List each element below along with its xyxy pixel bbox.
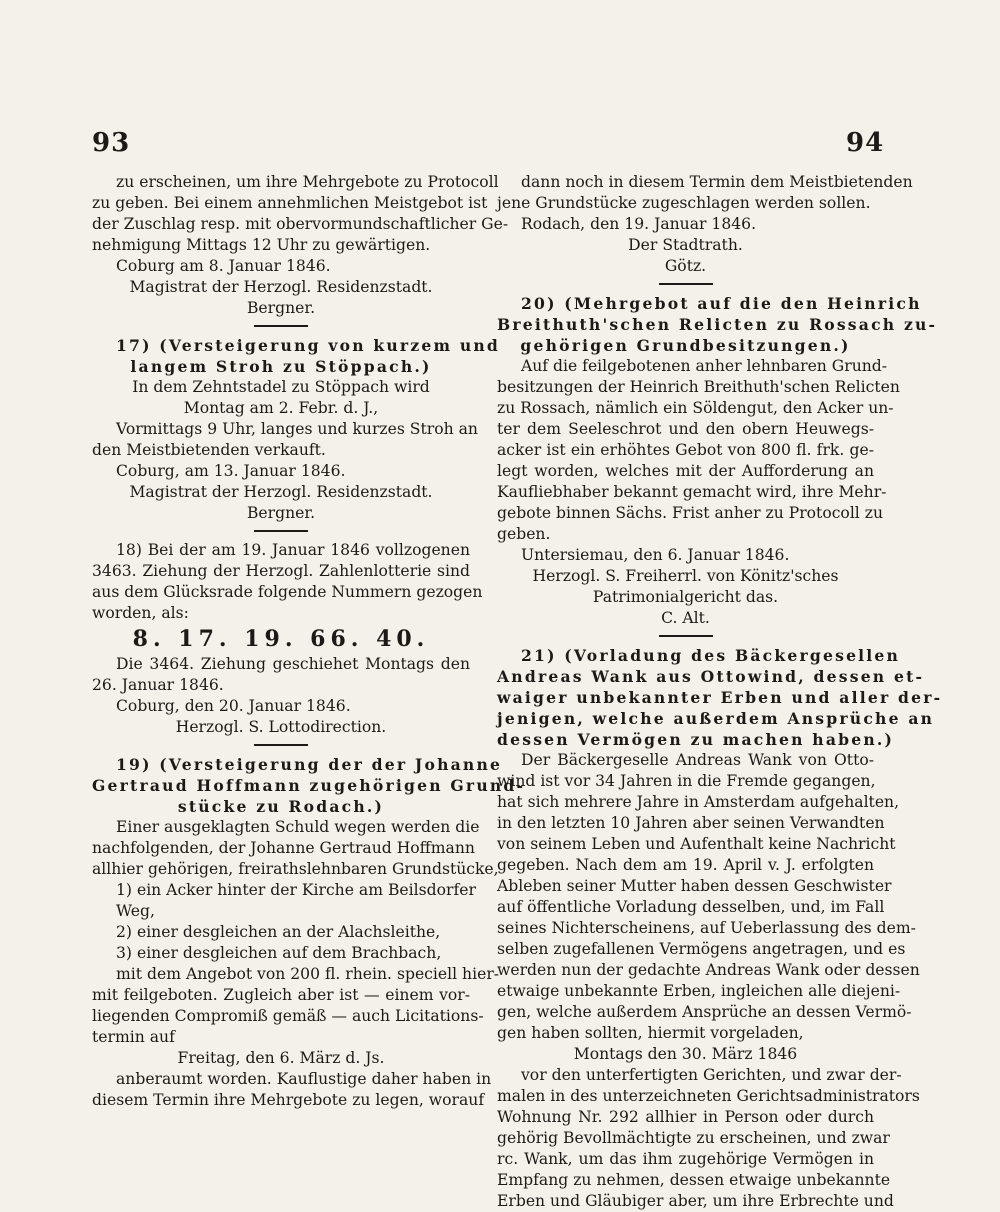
notice-heading: [92, 335, 501, 377]
text-line: Coburg am 8. Januar 1846.: [116, 257, 331, 275]
text-line: von seinem Leben und Aufenthalt keine Nachricht: [497, 835, 896, 853]
text-line: waiger unbekannter Erben und aller der-: [497, 688, 943, 707]
text-line: acker ist ein erhöhtes Gebot von 800 fl. frk. ge-: [497, 441, 874, 459]
page-number-left: 93: [92, 128, 131, 158]
text-line: mit dem Angebot von 200 fl. rhein. speciell hier-: [116, 965, 500, 983]
notice-heading: [497, 645, 943, 750]
text-line: gehörig Bevollmächtigte zu erscheinen, und zwar: [497, 1129, 890, 1147]
text-line: 19) (Versteigerung der der Johanne: [116, 755, 503, 774]
text-line: Herzogl. S. Lottodirection.: [175, 718, 387, 736]
text-line: nehmigung Mittags 12 Uhr zu gewärtigen.: [92, 236, 431, 254]
text-line: wind ist vor 34 Jahren in die Fremde gegangen,: [497, 772, 876, 790]
text-line: 26. Januar 1846.: [92, 676, 224, 694]
text-line: mit feilgeboten. Zugleich aber ist — einem vor-: [92, 986, 470, 1004]
text-line: Bergner.: [246, 299, 316, 317]
text-line: der Zuschlag resp. mit obervormundschaftlicher Ge-: [92, 215, 509, 233]
centered-line: [92, 482, 470, 503]
text-line: zu erscheinen, um ihre Mehrgebote zu Protocoll: [116, 173, 499, 191]
text-line: geben.: [497, 525, 551, 543]
text-line: Patrimonialgericht das.: [592, 588, 779, 606]
centered-line: [92, 298, 470, 319]
text-line: Weg,: [116, 902, 155, 920]
text-line: liegenden Compromiß gemäß — auch Licitations-: [92, 1007, 484, 1025]
text-line: 1) ein Acker hinter der Kirche am Beilsdorfer: [116, 881, 476, 899]
text-line: gegeben. Nach dem am 19. April v. J. erfolgten: [497, 856, 874, 874]
text-line: etwaige unbekannte Erben, ingleichen alle diejeni-: [497, 982, 901, 1000]
text-line: in den letzten 10 Jahren aber seinen Verwandten: [497, 814, 885, 832]
centered-line: [92, 277, 470, 298]
text-line: nachfolgenden, der Johanne Gertraud Hoffmann: [92, 839, 475, 857]
text-line: Gertraud Hoffmann zugehörigen Grund-: [92, 776, 526, 795]
page-number-right: 94: [846, 128, 885, 158]
dateline: [92, 696, 470, 717]
notice-heading: [92, 754, 526, 817]
text-line: anberaumt worden. Kauflustige daher haben in: [116, 1070, 492, 1088]
text-line: Herzogl. S. Freiherrl. von Könitz'sches: [532, 567, 839, 585]
text-line: zu geben. Bei einem annehmlichen Meistgebot ist: [92, 194, 488, 212]
text-line: Götz.: [664, 257, 707, 275]
dateline: [497, 545, 874, 566]
dateline: [92, 461, 470, 482]
text-line: Freitag, den 6. März d. Js.: [177, 1049, 385, 1067]
text-line: Einer ausgeklagten Schuld wegen werden die: [116, 818, 480, 836]
text-line: 21) (Vorladung des Bäckergesellen: [521, 646, 901, 665]
centered-line: [92, 1048, 470, 1069]
paragraph: [497, 750, 920, 1044]
text-line: legt worden, welches mit der Aufforderung an: [497, 462, 874, 480]
text-line: gehörigen Grundbesitzungen.): [520, 336, 851, 355]
text-line: 20) (Mehrgebot auf die den Heinrich: [521, 294, 922, 313]
text-line: dessen Vermögen zu machen haben.): [497, 730, 895, 749]
text-line: gen, welche außerdem Ansprüche an dessen Vermö-: [497, 1003, 912, 1021]
paragraph: [497, 356, 900, 545]
text-line: malen in des unterzeichneten Gerichtsadministrators: [497, 1087, 920, 1105]
dateline: [92, 880, 476, 964]
centered-line: [92, 717, 470, 738]
separator-rule: [659, 283, 713, 285]
text-line: Coburg, am 13. Januar 1846.: [116, 462, 346, 480]
text-line: zu Rossach, nämlich ein Söldengut, den Acker un-: [497, 399, 894, 417]
paragraph: [497, 172, 913, 214]
text-line: Montag am 2. Febr. d. J.,: [183, 399, 379, 417]
text-line: seines Nichterscheinens, auf Ueberlassung des dem-: [497, 919, 916, 937]
text-line: aus dem Glücksrade folgende Nummern gezogen: [92, 583, 483, 601]
dateline: [92, 256, 470, 277]
paragraph: [92, 419, 478, 461]
text-line: 17) (Versteigerung von kurzem und: [116, 336, 501, 355]
paragraph: [92, 172, 509, 256]
text-line: Der Stadtrath.: [628, 236, 743, 254]
separator-rule: [254, 325, 308, 327]
text-line: hat sich mehrere Jahre in Amsterdam aufgehalten,: [497, 793, 900, 811]
text-line: jenigen, welche außerdem Ansprüche an: [497, 709, 935, 728]
paragraph: [497, 1065, 920, 1212]
text-line: 8. 17. 19. 66. 40.: [132, 626, 430, 652]
text-line: Coburg, den 20. Januar 1846.: [116, 697, 351, 715]
text-line: Breithuth'schen Relicten zu Rossach zu-: [497, 315, 938, 334]
left-column: [92, 172, 526, 1111]
text-line: 2) einer desgleichen an der Alachsleithe,: [116, 923, 441, 941]
right-column: [497, 172, 943, 1212]
text-line: 18) Bei der am 19. Januar 1846 vollzogenen: [116, 541, 470, 559]
text-line: Vormittags 9 Uhr, langes und kurzes Stroh an: [116, 420, 478, 438]
text-line: gen haben sollten, hiermit vorgeladen,: [497, 1024, 804, 1042]
text-line: 3) einer desgleichen auf dem Brachbach,: [116, 944, 442, 962]
text-line: Untersiemau, den 6. Januar 1846.: [521, 546, 790, 564]
text-line: Ableben seiner Mutter haben dessen Geschwister: [497, 877, 892, 895]
centered-line: [92, 503, 470, 524]
text-line: worden, als:: [92, 604, 189, 622]
text-line: Wohnung Nr. 292 allhier in Person oder durch: [497, 1108, 874, 1126]
centered-line: [497, 566, 874, 629]
text-line: In dem Zehntstadel zu Stöppach wird: [132, 378, 430, 396]
text-line: Montags den 30. März 1846: [573, 1045, 798, 1063]
text-line: Rodach, den 19. Januar 1846.: [521, 215, 757, 233]
paragraph: [92, 1069, 492, 1111]
text-line: Auf die feilgebotenen anher lehnbaren Grund-: [521, 357, 888, 375]
text-line: 3463. Ziehung der Herzogl. Zahlenlotterie sind: [92, 562, 470, 580]
text-line: termin auf: [92, 1028, 175, 1046]
centered-line: [497, 1044, 874, 1065]
text-line: Die 3464. Ziehung geschiehet Montags den: [116, 655, 470, 673]
text-line: allhier gehörigen, freirathslehnbaren Grundstücke,: [92, 860, 499, 878]
text-line: gebote binnen Sächs. Frist anher zu Protocoll zu: [497, 504, 884, 522]
separator-rule: [659, 635, 713, 637]
text-line: den Meistbietenden verkauft.: [92, 441, 326, 459]
text-line: Bergner.: [246, 504, 316, 522]
paragraph: [92, 654, 470, 696]
centered-line: [497, 235, 874, 277]
separator-rule: [254, 530, 308, 532]
text-line: Magistrat der Herzogl. Residenzstadt.: [129, 278, 433, 296]
text-line: C. Alt.: [661, 609, 710, 627]
paragraph: [92, 540, 483, 624]
text-line: Der Bäckergeselle Andreas Wank von Otto-: [521, 751, 874, 769]
text-line: selben zugefallenen Vermögens angetragen, und es: [497, 940, 906, 958]
text-line: vor den unterfertigten Gerichten, und zwar der-: [521, 1066, 902, 1084]
text-line: Andreas Wank aus Ottowind, dessen et-: [497, 667, 925, 686]
dateline: [497, 214, 874, 235]
text-line: jene Grundstücke zugeschlagen werden sollen.: [497, 194, 871, 212]
text-line: langem Stroh zu Stöppach.): [130, 357, 432, 376]
text-line: stücke zu Rodach.): [177, 797, 385, 816]
notice-heading: [497, 293, 938, 356]
text-line: dann noch in diesem Termin dem Meistbietenden: [521, 173, 913, 191]
text-line: auf öffentliche Vorladung desselben, und, im Fall: [497, 898, 885, 916]
text-line: ter dem Seeleschrot und den obern Heuwegs-: [497, 420, 874, 438]
centered-line: [92, 377, 470, 419]
paragraph: [92, 964, 500, 1048]
text-line: Empfang zu nehmen, dessen etwaige unbekannte: [497, 1171, 891, 1189]
paragraph: [92, 817, 499, 880]
text-line: diesem Termin ihre Mehrgebote zu legen, worauf: [92, 1091, 485, 1109]
text-line: Kaufliebhaber bekannt gemacht wird, ihre Mehr-: [497, 483, 887, 501]
drawn-numbers: [92, 624, 470, 654]
text-line: Erben und Gläubiger aber, um ihre Erbrechte und: [497, 1192, 894, 1210]
text-line: werden nun der gedachte Andreas Wank oder dessen: [497, 961, 920, 979]
text-line: Magistrat der Herzogl. Residenzstadt.: [129, 483, 433, 501]
text-line: rc. Wank, um das ihm zugehörige Vermögen in: [497, 1150, 874, 1168]
text-line: besitzungen der Heinrich Breithuth'schen Relicten: [497, 378, 900, 396]
separator-rule: [254, 744, 308, 746]
